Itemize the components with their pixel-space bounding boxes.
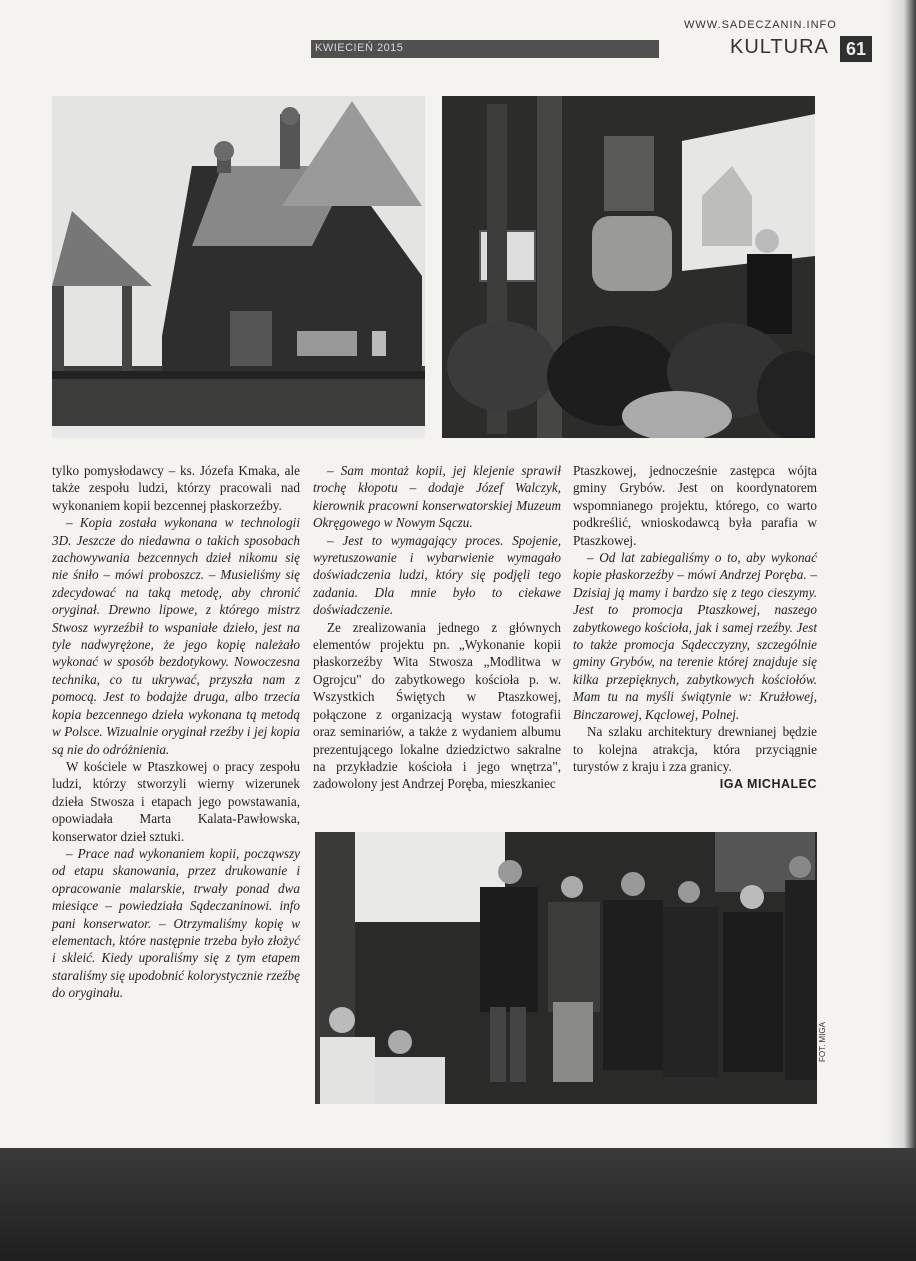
group-illustration (315, 832, 817, 1104)
paragraph: – Od lat zabiegaliśmy o to, aby wykonać kopie płaskorzeźby – mówi Andrzej Poręba. – Dzisiaj ją mamy i bardzo się z tego cieszymy. Jest to promocja Ptaszkowej, naszego zabytkowego kościoła, jak i samej rzeźby. Jest to także promocja Sądecczyzny, szczególnie gminy Grybów, na terenie której znajduje się kilka przepięknych, zabytkowych kościołów. Mam tu na myśli świątynie w: Krużłowej, Binczarowej, Kąclowej, Polnej. (573, 550, 817, 722)
lecture-illustration (442, 96, 815, 438)
paragraph: Ptaszkowej, jednocześnie zastępca wójta gminy Grybów. Jest on koordynatorem wspomnianego projektu, którego, co warto podkreślić, wnioskodawcą była parafia w Ptaszkowej. (573, 463, 817, 548)
paragraph: – Kopia została wykonana w technologii 3D. Jeszcze do niedawna o takich sposobach zachowywania bezcennych dzieł nikomu się nie śniło – mówi proboszcz. – Musieliśmy się zdecydować na taką metodę, aby chronić oryginał. Drewno lipowe, z którego mistrz Stwosz wyrzeźbił to wspaniałe dzieło, jest na tyle nadwyrężone, że jego kopię należało wykonać w sposób bezdotykowy. Nowoczesna technika, co tu ukrywać, przyszła nam z pomocą. Jest to bodajże druga, albo trzecia kopia bezcennego dzieła wykonana tą metodą w Polsce. Wizualnie oryginał rzeźby i jej kopia są nie do odróżnienia. (52, 515, 300, 757)
article-column-1 (52, 462, 300, 1002)
paragraph: – Sam montaż kopii, jej klejenie sprawił trochę kłopotu – dodaje Józef Walczyk, kierownik pracowni konserwatorskiej Muzeum Okręgowego w Nowym Sączu. (313, 463, 561, 531)
article-column-2 (313, 462, 561, 793)
church-lecture-photo (442, 96, 815, 438)
group-in-church-photo (315, 832, 817, 1104)
wooden-church-photo (52, 96, 425, 438)
paragraph: W kościele w Ptaszkowej o pracy zespołu ludzi, którzy stworzyli wierny wizerunek dzieła Stwosza i etapach jego powstawania, opowiadała Marta Kalata-Pawłowska, konserwator dzieł sztuki. (52, 758, 300, 844)
article-column-3 (573, 462, 817, 791)
section-title: KULTURA (730, 36, 829, 58)
issue-date: KWIECIEŃ 2015 (315, 42, 404, 54)
article-author: IGA MICHALEC (719, 777, 817, 792)
page-edge-shadow (886, 0, 916, 1148)
paragraph: tylko pomysłodawcy – ks. Józefa Kmaka, ale także zespołu ludzi, którzy pracowali nad wykonaniem kopii bezcennej płaskorzeźby. (52, 463, 300, 513)
paragraph: Ze zrealizowania jednego z głównych elementów projektu pn. „Wykonanie kopii płaskorzeźby Wita Stwosza „Modlitwa w Ogrojcu" do zabytkowego kościoła p. w. Wszystkich Świętych w Ptaszkowej, połączone z organizacją wystaw fotografii oraz seminariów, a także z wydaniem albumu prezentującego lokalne dziedzictwo sakralne na przykładzie kościoła i jego wnętrza", zadowolony jest Andrzej Poręba, mieszkaniec (313, 619, 561, 792)
scan-background (0, 1148, 916, 1261)
photo-credit: FOT. MIGA (818, 1022, 827, 1062)
website-url: WWW.SADECZANIN.INFO (684, 19, 837, 31)
date-bar (311, 40, 659, 58)
paragraph: Na szlaku architektury drewnianej będzie to kolejna atrakcja, która przyciągnie turystów z kraju i zza granicy. (573, 724, 817, 774)
paragraph: – Prace nad wykonaniem kopii, począwszy od etapu skanowania, przez drukowanie i opracowanie malarskie, trwały ponad dwa miesiące – powiedziała Sądeczaninowi. info pani konserwator. – Otrzymaliśmy kopię w elementach, które następnie trzeba było złożyć i skleić. Kiedy uporaliśmy się z tym etapem staraliśmy się upodobnić kolorystycznie rzeźbę do oryginału. (52, 845, 300, 1001)
church-illustration (52, 96, 425, 438)
page-number: 61 (840, 36, 872, 62)
paragraph: – Jest to wymagający proces. Spojenie, wyretuszowanie i wybarwienie wymagało doświadczenia ludzi, który się podjęli tego zadania. Dla mnie było to ciekawe doświadczenie. (313, 532, 561, 618)
